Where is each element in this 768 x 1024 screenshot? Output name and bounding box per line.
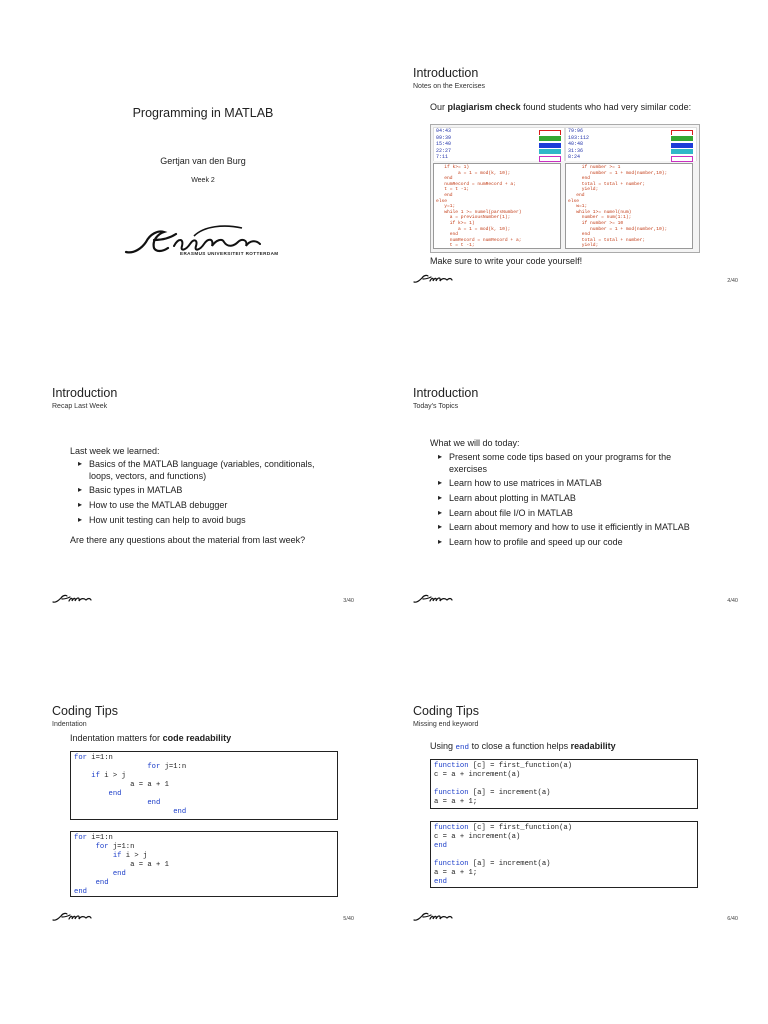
- page-number: 2/40: [727, 278, 738, 284]
- list-item: ▸ Basics of the MATLAB language (variables, conditionals, loops, vectors, and functions): [78, 459, 338, 482]
- presentation-title: Programming in MATLAB: [132, 106, 274, 120]
- slide-3-recap: [0, 370, 384, 690]
- match-row-left[interactable]: 09:39: [434, 135, 564, 142]
- week-label: Week 2: [191, 177, 215, 184]
- recap-question: Are there any questions about the material from last week?: [70, 535, 306, 545]
- footer-logo: [52, 910, 92, 929]
- code-block-bad-indent: for i=1:n for j=1:n if i > j a = a + 1 end end end: [70, 751, 338, 820]
- intro-text: Our: [430, 102, 446, 112]
- topics-lead: What we will do today:: [430, 438, 520, 448]
- slide-1-title: [0, 50, 384, 370]
- list-item: ▸ Learn about plotting in MATLAB: [438, 493, 698, 505]
- list-item: ▸ How unit testing can help to avoid bugs: [78, 515, 338, 527]
- intro-text-end: found students who had very similar code:: [523, 102, 692, 112]
- intro-bold: readability: [570, 741, 616, 751]
- logo-caption: ERASMUS UNIVERSITEIT ROTTERDAM: [180, 251, 279, 256]
- footer-logo: [413, 272, 453, 291]
- page-number: 6/40: [727, 916, 738, 922]
- footer-logo: [413, 592, 453, 611]
- list-item: ▸ Learn how to use matrices in MATLAB: [438, 478, 698, 490]
- slide-subtitle: Recap Last Week: [52, 403, 108, 410]
- intro-text-mid: to close a function helps: [471, 741, 569, 751]
- intro-text: Indentation matters for: [70, 733, 161, 743]
- list-item: ▸ Present some code tips based on your programs for the exercises: [438, 452, 698, 475]
- slide-title: Coding Tips: [413, 704, 480, 718]
- slide-subtitle: Notes on the Exercises: [413, 83, 485, 90]
- erasmus-logo: [124, 218, 294, 264]
- match-row-right[interactable]: 103:112: [566, 135, 696, 142]
- slide-4-topics: [384, 370, 768, 690]
- page-number: 5/40: [343, 916, 354, 922]
- list-item: ▸ Basic types in MATLAB: [78, 485, 338, 497]
- match-row-left[interactable]: 04:43: [434, 128, 564, 135]
- page-number: 3/40: [343, 598, 354, 604]
- plagiarism-screenshot: [430, 124, 700, 253]
- intro-code: end: [455, 744, 470, 752]
- slide-subtitle: Missing end keyword: [413, 721, 479, 728]
- topics-list: [438, 452, 698, 552]
- slide-title: Coding Tips: [52, 704, 119, 718]
- footer-logo: [413, 910, 453, 929]
- match-row-left[interactable]: 15:40: [434, 141, 564, 148]
- author-name: Gertjan van den Burg: [160, 156, 246, 166]
- page-number: 4/40: [727, 598, 738, 604]
- intro-bold: plagiarism check: [447, 102, 521, 112]
- slide-6-end-keyword: [384, 688, 768, 1008]
- end-keyword-intro: [430, 741, 616, 754]
- code-block-no-end: function [c] = first_function(a) c = a + increment(a) function [a] = increment(a) a = a + 1;: [430, 759, 698, 809]
- plagiarism-intro: [430, 102, 691, 114]
- intro-bold: code readability: [162, 733, 232, 743]
- code-block-good-indent: for i=1:n for j=1:n if i > j a = a + 1 end end end: [70, 831, 338, 897]
- list-item: ▸ How to use the MATLAB debugger: [78, 500, 338, 512]
- recap-lead: Last week we learned:: [70, 446, 160, 456]
- slide-title: Introduction: [52, 386, 118, 400]
- code-pane-right: if number >= 1 number = 1 + mod(number,10); end total = total + number; yield; end else w=1; while 1>= numel(num) number = num(1:1); if number >= 10 number = 1 + mod(number,10); end total = total + number; yield;: [565, 163, 693, 249]
- list-item: ▸ Learn how to profile and speed up our code: [438, 537, 698, 549]
- match-row-left[interactable]: 22:27: [434, 148, 564, 155]
- match-row-right[interactable]: 79:96: [566, 128, 696, 135]
- slide-title: Introduction: [413, 386, 479, 400]
- slide-2-plagiarism: [384, 50, 768, 370]
- slide-5-indentation: [0, 688, 384, 1008]
- list-item: ▸ Learn about file I/O in MATLAB: [438, 508, 698, 520]
- plagiarism-footer: Make sure to write your code yourself!: [430, 256, 583, 266]
- match-row-right[interactable]: 8:24: [566, 154, 696, 161]
- similarity-bar: [539, 156, 561, 162]
- match-table: [433, 127, 697, 161]
- match-row-right[interactable]: 31:36: [566, 148, 696, 155]
- match-row-left[interactable]: 7:11: [434, 154, 564, 161]
- recap-list: [78, 459, 338, 529]
- code-pane-left: if k>= 1) a = 1 = mod(k, 10); end numRecord = numRecord + a; t = t -1; end else y=1; while 1 >= numel(parsNumber) a = previousNumber(1); if k>= 1) a = 1 = mod(k, 10); end numRecord = numRecord + a; t = t -1;: [433, 163, 561, 249]
- slide-subtitle: Indentation: [52, 721, 87, 728]
- indentation-intro: [70, 733, 231, 745]
- similarity-bar: [671, 156, 693, 162]
- list-item: ▸ Learn about memory and how to use it efficiently in MATLAB: [438, 522, 698, 534]
- intro-text: Using: [430, 741, 454, 751]
- code-block-with-end: function [c] = first_function(a) c = a + increment(a) end function [a] = increment(a) a = a + 1; end: [430, 821, 698, 888]
- footer-logo: [52, 592, 92, 611]
- match-row-right[interactable]: 40:48: [566, 141, 696, 148]
- slide-subtitle: Today's Topics: [413, 403, 459, 410]
- slide-title: Introduction: [413, 66, 479, 80]
